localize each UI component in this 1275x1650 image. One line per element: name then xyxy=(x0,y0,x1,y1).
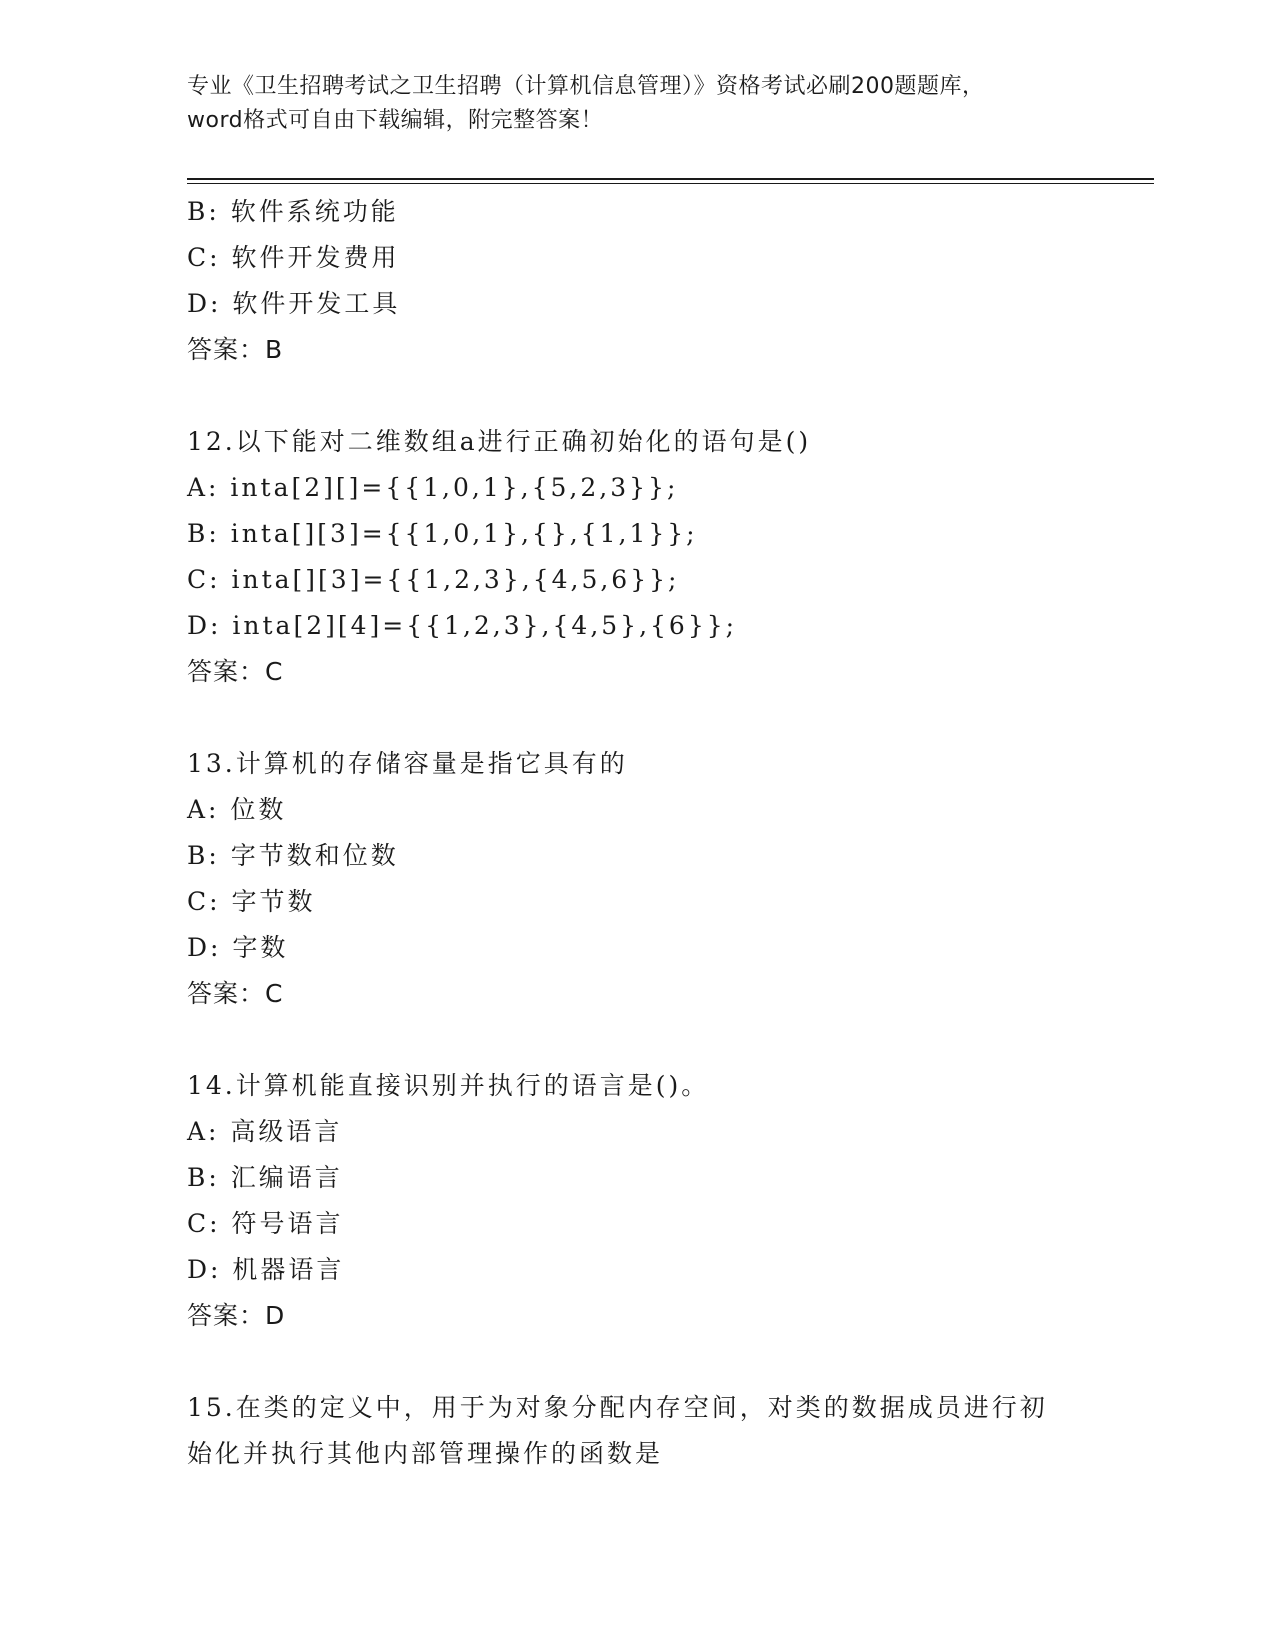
option-a: A: 高级语言 xyxy=(187,1117,343,1146)
question-13 xyxy=(187,741,1154,1017)
option-d: D: inta[2][4]={{1,2,3},{4,5},{6}}; xyxy=(187,611,738,640)
spacer xyxy=(187,373,1154,419)
spacer xyxy=(187,1339,1154,1385)
question-stem: 13.计算机的存储容量是指它具有的 xyxy=(187,749,628,778)
option-b: B: 汇编语言 xyxy=(187,1163,343,1192)
question-12 xyxy=(187,419,1154,695)
header-title-line-2: word格式可自由下载编辑，附完整答案！ xyxy=(187,108,604,133)
option-c: C: 符号语言 xyxy=(187,1209,344,1238)
question-15 xyxy=(187,1385,1154,1477)
question-stem: 12.以下能对二维数组a进行正确初始化的语句是() xyxy=(187,427,812,456)
option-d: D: 机器语言 xyxy=(187,1255,345,1284)
header-divider-thin xyxy=(187,183,1154,184)
answer: 答案：C xyxy=(187,657,284,686)
option-c: C: 字节数 xyxy=(187,887,316,916)
question-stem-line-2: 始化并执行其他内部管理操作的函数是 xyxy=(187,1439,664,1468)
answer: 答案：D xyxy=(187,1301,286,1330)
option-d: D: 字数 xyxy=(187,933,289,962)
answer: 答案：B xyxy=(187,335,284,364)
option-a: A: inta[2][]={{1,0,1},{5,2,3}}; xyxy=(187,473,679,502)
spacer xyxy=(187,1017,1154,1063)
document-header xyxy=(187,70,1087,138)
question-14 xyxy=(187,1063,1154,1339)
question-stem-line-1: 15.在类的定义中，用于为对象分配内存空间，对类的数据成员进行初 xyxy=(187,1393,1048,1422)
option-d: D: 软件开发工具 xyxy=(187,289,401,318)
option-b: B: 软件系统功能 xyxy=(187,197,399,226)
spacer xyxy=(187,695,1154,741)
header-title-line-1: 专业《卫生招聘考试之卫生招聘（计算机信息管理）》资格考试必刷200题题库， xyxy=(187,74,985,99)
option-c: C: inta[][3]={{1,2,3},{4,5,6}}; xyxy=(187,565,680,594)
answer: 答案：C xyxy=(187,979,284,1008)
option-a: A: 位数 xyxy=(187,795,287,824)
header-divider-thick xyxy=(187,178,1154,180)
option-c: C: 软件开发费用 xyxy=(187,243,400,272)
question-11-continued xyxy=(187,189,1154,373)
question-stem: 14.计算机能直接识别并执行的语言是()。 xyxy=(187,1071,710,1100)
option-b: B: inta[][3]={{1,0,1},{},{1,1}}; xyxy=(187,519,698,548)
option-b: B: 字节数和位数 xyxy=(187,841,399,870)
question-list xyxy=(187,189,1154,1477)
